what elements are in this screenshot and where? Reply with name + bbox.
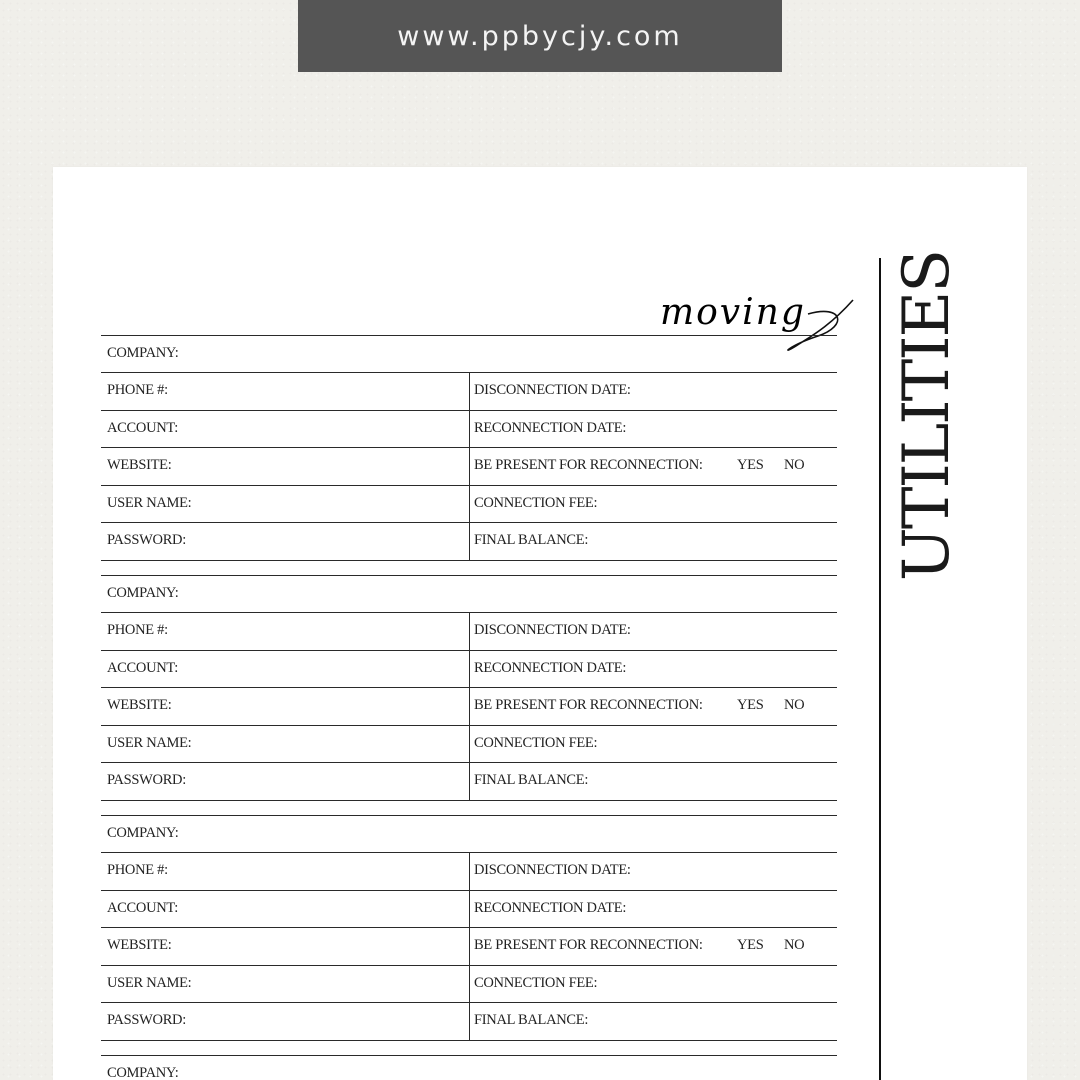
column-divider xyxy=(469,372,470,561)
no-option[interactable]: NO xyxy=(784,457,805,473)
company-field[interactable]: COMPANY: xyxy=(107,585,179,601)
account-field[interactable]: ACCOUNT: xyxy=(107,420,178,436)
website-banner xyxy=(298,0,782,72)
be-present-label: BE PRESENT FOR RECONNECTION: xyxy=(474,697,703,713)
account-field[interactable]: ACCOUNT: xyxy=(107,900,178,916)
user-name-field[interactable]: USER NAME: xyxy=(107,495,192,511)
no-option[interactable]: NO xyxy=(784,937,805,953)
final-balance-field[interactable]: FINAL BALANCE: xyxy=(474,1012,589,1028)
rule-line xyxy=(101,575,837,576)
disconnection-date-field[interactable]: DISCONNECTION DATE: xyxy=(474,862,631,878)
company-field[interactable]: COMPANY: xyxy=(107,1065,179,1080)
website-field[interactable]: WEBSITE: xyxy=(107,697,172,713)
disconnection-date-field[interactable]: DISCONNECTION DATE: xyxy=(474,382,631,398)
website-field[interactable]: WEBSITE: xyxy=(107,937,172,953)
account-field[interactable]: ACCOUNT: xyxy=(107,660,178,676)
website-field[interactable]: WEBSITE: xyxy=(107,457,172,473)
side-title-text: UTILITIES xyxy=(890,250,964,582)
reconnection-date-field[interactable]: RECONNECTION DATE: xyxy=(474,420,627,436)
phone-field[interactable]: PHONE #: xyxy=(107,382,168,398)
yes-option[interactable]: YES xyxy=(737,697,764,713)
company-field[interactable]: COMPANY: xyxy=(107,345,179,361)
disconnection-date-field[interactable]: DISCONNECTION DATE: xyxy=(474,622,631,638)
script-title-text: moving xyxy=(660,292,806,333)
password-field[interactable]: PASSWORD: xyxy=(107,772,186,788)
final-balance-field[interactable]: FINAL BALANCE: xyxy=(474,532,589,548)
user-name-field[interactable]: USER NAME: xyxy=(107,975,192,991)
column-divider xyxy=(469,612,470,801)
yes-option[interactable]: YES xyxy=(737,457,764,473)
website-url: www.ppbycjy.com xyxy=(397,20,683,52)
side-title xyxy=(890,250,964,582)
be-present-label: BE PRESENT FOR RECONNECTION: xyxy=(474,457,703,473)
no-option[interactable]: NO xyxy=(784,697,805,713)
reconnection-date-field[interactable]: RECONNECTION DATE: xyxy=(474,900,627,916)
utility-entry-2 xyxy=(101,575,837,801)
final-balance-field[interactable]: FINAL BALANCE: xyxy=(474,772,589,788)
connection-fee-field[interactable]: CONNECTION FEE: xyxy=(474,735,598,751)
phone-field[interactable]: PHONE #: xyxy=(107,622,168,638)
reconnection-date-field[interactable]: RECONNECTION DATE: xyxy=(474,660,627,676)
be-present-label: BE PRESENT FOR RECONNECTION: xyxy=(474,937,703,953)
company-field[interactable]: COMPANY: xyxy=(107,825,179,841)
rule-line xyxy=(101,815,837,816)
utility-entry-4 xyxy=(101,1055,837,1080)
column-divider xyxy=(469,852,470,1041)
phone-field[interactable]: PHONE #: xyxy=(107,862,168,878)
user-name-field[interactable]: USER NAME: xyxy=(107,735,192,751)
rule-line xyxy=(101,1055,837,1056)
yes-option[interactable]: YES xyxy=(737,937,764,953)
rule-line xyxy=(101,335,837,336)
connection-fee-field[interactable]: CONNECTION FEE: xyxy=(474,975,598,991)
connection-fee-field[interactable]: CONNECTION FEE: xyxy=(474,495,598,511)
utility-entry-1 xyxy=(101,335,837,561)
vertical-divider-line xyxy=(879,258,881,1080)
utility-entry-3 xyxy=(101,815,837,1041)
password-field[interactable]: PASSWORD: xyxy=(107,532,186,548)
password-field[interactable]: PASSWORD: xyxy=(107,1012,186,1028)
